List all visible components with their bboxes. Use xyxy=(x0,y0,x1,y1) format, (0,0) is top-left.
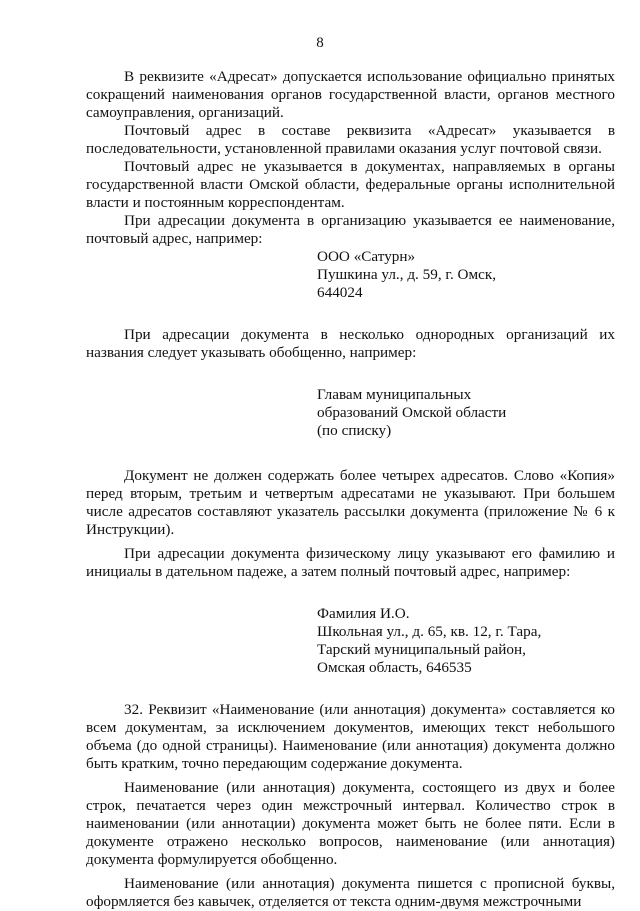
document-body xyxy=(86,68,615,911)
example-line: (по списку) xyxy=(317,422,392,439)
page-number: 8 xyxy=(316,35,324,51)
example-line: 644024 xyxy=(317,284,363,301)
paragraph-addressee-limit: Документ не должен содержать более четырех адресатов. Слово «Копия» перед вторым, третьим и четвертым адресатами не указывают. При большем числе адресатов составляют указатель рассылки документа (приложение № 6 к Инструкции). xyxy=(86,467,615,538)
example-line: Школьная ул., д. 65, кв. 12, г. Тара, xyxy=(317,623,542,640)
example-line: ООО «Сатурн» xyxy=(317,248,416,265)
paragraph-title-capitalization: Наименование (или аннотация) документа пишется с прописной буквы, оформляется без кавычек, отделяется от текста одним-двумя межстрочными xyxy=(86,875,615,910)
paragraph-multiple-organizations: При адресации документа в несколько однородных организаций их названия следует указывать обобщенно, например: xyxy=(86,326,615,361)
example-line: Пушкина ул., д. 59, г. Омск, xyxy=(317,266,497,283)
paragraph-document-title-requisite: 32. Реквизит «Наименование (или аннотация) документа» составляется ко всем документам, за исключением документов, имеющих текст небольшого объема (до одной страницы). Наименование (или аннотация) документа должно быть кратким, точно передающим содержание документа. xyxy=(86,701,615,772)
example-line: Тарский муниципальный район, xyxy=(317,641,526,658)
example-person-address xyxy=(86,605,615,677)
example-line: Фамилия И.О. xyxy=(317,605,410,622)
example-organization-address xyxy=(86,248,615,302)
paragraph-postal-address-omitted: Почтовый адрес не указывается в документах, направляемых в органы государственной власти Омской области, федеральные органы исполнительной власти и постоянным корреспондентам. xyxy=(86,158,615,211)
example-line: Главам муниципальных xyxy=(317,386,472,403)
paragraph-postal-address-order: Почтовый адрес в составе реквизита «Адресат» указывается в последовательности, установленной правилами оказания услуг почтовой связи. xyxy=(86,122,615,157)
example-group-address xyxy=(86,386,615,440)
paragraph-organization-addressing: При адресации документа в организацию указывается ее наименование, почтовый адрес, например: xyxy=(86,212,615,247)
paragraph-addressee-abbreviations: В реквизите «Адресат» допускается использование официально принятых сокращений наименования органов государственной власти, органов местного самоуправления, организаций. xyxy=(86,68,615,121)
paragraph-individual-addressing: При адресации документа физическому лицу указывают его фамилию и инициалы в дательном падеже, а затем полный почтовый адрес, например: xyxy=(86,545,615,580)
example-line: образований Омской области xyxy=(317,404,507,421)
paragraph-title-formatting: Наименование (или аннотация) документа, состоящего из двух и более строк, печатается через один межстрочный интервал. Количество строк в наименовании (или аннотации) документа может быть не более пяти. Если в документе отражено несколько вопросов, наименование (или аннотация) документа формулируется обобщенно. xyxy=(86,779,615,868)
example-line: Омская область, 646535 xyxy=(317,659,472,676)
